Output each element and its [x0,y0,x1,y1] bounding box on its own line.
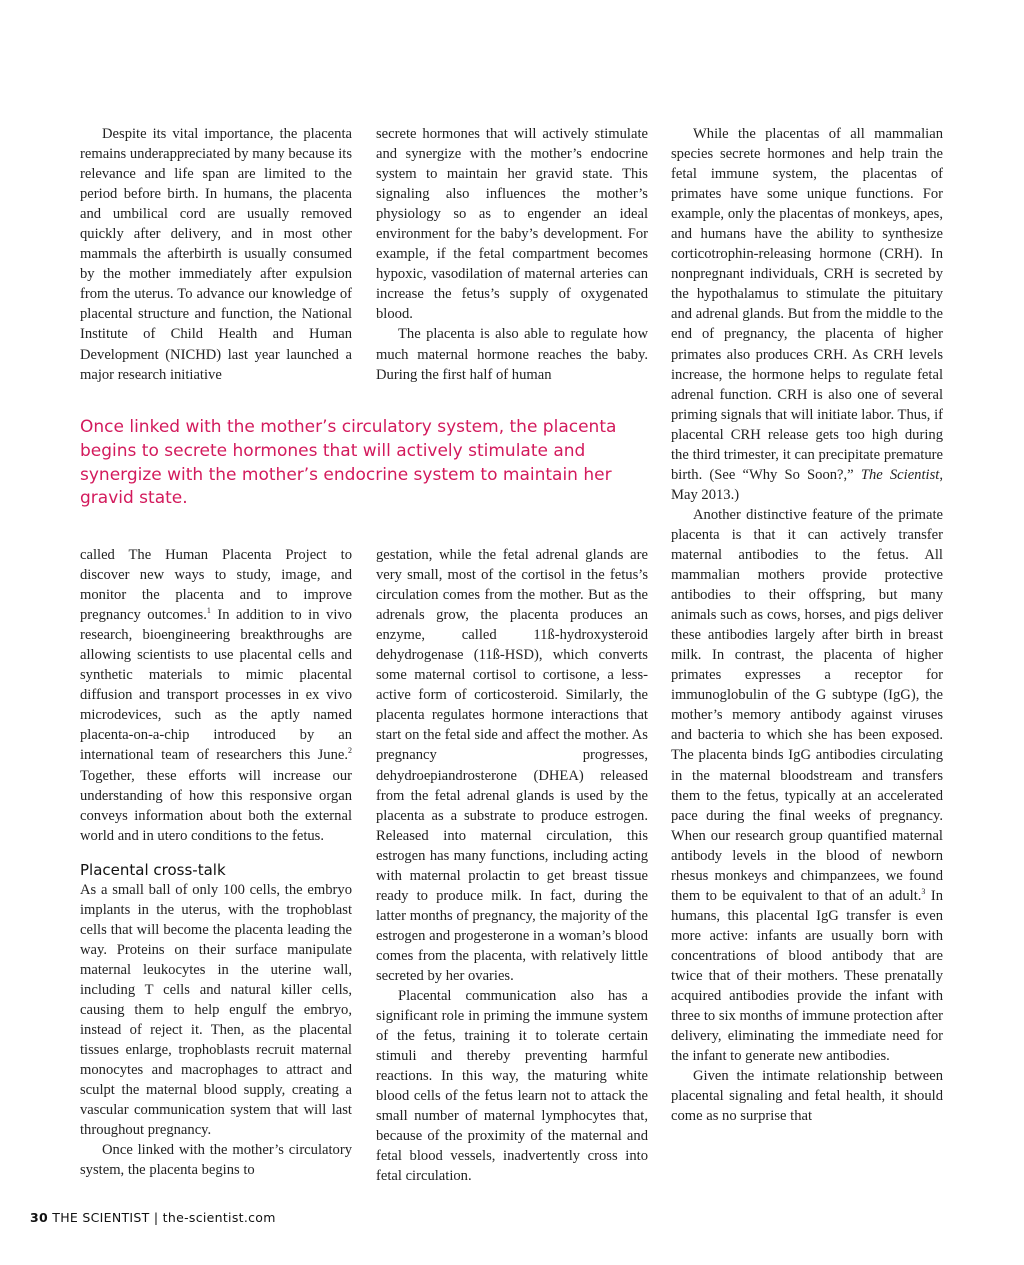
body-paragraph: Despite its vital importance, the placenta remains underappreciated by many because its relevance and life span are limited to the period before birth. In humans, the placenta and umbilical cord are usually removed quickly after delivery, and in most other mammals the afterbirth is usually consumed by the mother immediately after expulsion from the uterus. To advance our knowledge of placental structure and function, the National Institute of Child Health and Human Development (NICHD) last year launched a major research initiative [80,126,352,383]
column-3 [671,124,943,1126]
body-paragraph: secrete hormones that will actively stimulate and synergize with the mother’s endocrine system to maintain her gravid state. This signaling also influences the mother’s physiology so as to engender an ideal environment for the baby’s development. For example, if the fetal compartment becomes hypoxic, vasodilation of maternal arteries can increase the fetus’s supply of oxygenated blood. [376,126,648,323]
body-paragraph: The placenta is also able to regulate how much maternal hormone reaches the baby. During the first half of human [376,326,648,383]
body-paragraph [671,505,943,1066]
text-run: called The Human Placenta Project to discover new ways to study, image, and monitor the placenta and to improve pregnancy outcomes. [80,547,352,624]
reference-marker: 3 [921,886,926,896]
pull-quote: Once linked with the mother’s circulatory system, the placenta begins to secrete hormones that will actively stimulate and synergize with the mother’s endocrine system to maintain her gravid state. [80,417,617,509]
reference-marker: 1 [206,606,211,616]
body-paragraph: As a small ball of only 100 cells, the embryo implants in the uterus, with the trophoblast cells that will become the placenta leading the way. Proteins on their surface manipulate maternal leukocytes in the uterine wall, including T cells and natural killer cells, causing them to help engulf the embryo, instead of reject it. Then, as the placental tissues enlarge, trophoblasts recruit maternal monocytes and macrophages to attract and sculpt the maternal blood supply, creating a vascular communication system that will last throughout pregnancy. [80,881,352,1139]
page-number: 30 [30,1210,48,1225]
body-paragraph [80,545,352,846]
page-footer [30,1210,276,1225]
body-paragraph: Once linked with the mother’s circulatory system, the placenta begins to [80,1142,352,1179]
text-run: Another distinctive feature of the primate placenta is that it can actively transfer maternal antibodies to the fetus. All mammalian mothers provide protective antibodies to their offspring, but many animals such as cows, horses, and pigs deliver these antibodies largely after birth in breast milk. In contrast, the placenta of higher primates expresses a receptor for immunoglobulin of the G subtype (IgG), the mother’s memory antibody against viruses and bacteria to which she has been exposed. The placenta binds IgG antibodies circulating in the maternal bloodstream and transfers them to the fetus, typically at an accelerated pace during the final weeks of pregnancy. When our research group quantified maternal antibody levels in the blood of newborn rhesus monkeys and chimpanzees, we found them to be equivalent to that of an adult. [671,506,943,904]
text-run: While the placentas of all mammalian species secrete hormones and help train the fetal immune system, the placentas of primates have some unique functions. For example, only the placentas of monkeys, apes, and humans have the ability to synthesize corticotrophin-releasing hormone (CRH). In nonpregnant individuals, CRH is secreted by the hypothalamus to stimulate the pituitary and adrenal glands. But from the middle to the end of pregnancy, the placenta of higher primates also produces CRH. As CRH levels increase, the hormone helps to regulate fetal adrenal function. CRH is also one of several priming signals that will initiate labor. Thus, if placental CRH release gets too high during the third trimester, it can precipitate premature birth. (See “Why So Soon?,” [671,126,943,483]
body-paragraph [671,124,943,505]
magazine-name: THE SCIENTIST [52,1210,150,1225]
column-1-bottom [80,545,352,1180]
text-run: In humans, this placental IgG transfer is even more active: infants are usually born with concentrations of blood antibody that are twice that of their mothers. These prenatally acquired antibodies provide the infant with three to six months of immune protection after delivery, eliminating the immediate need for the infant to generate new antibodies. [671,887,943,1065]
publication-title: The Scientist [860,466,940,483]
column-2-top [376,124,648,385]
section-heading: Placental cross-talk [80,860,226,879]
body-paragraph: gestation, while the fetal adrenal glands are very small, most of the cortisol in the fetus’s circulation comes from the mother. But as the adrenals grow, the placenta produces an enzyme, called 11ß-hydroxysteroid dehydrogenase (11ß-HSD), which converts some maternal cortisol to cortisone, a less-active form of corticosteroid. Similarly, the placenta regulates hormone interactions that start on the fetal side and affect the mother. As pregnancy progresses, dehydroepiandrosterone (DHEA) released from the fetal adrenal glands is used by the placenta as a substrate to produce estrogen. Released into maternal circulation, this estrogen has many functions, including acting with maternal prolactin to get breast tissue ready to produce milk. In fact, during the latter months of pregnancy, the majority of the estrogen and progesterone in a woman’s blood comes from the placenta, with relatively little secreted by her ovaries. [376,547,648,984]
column-1-top [80,124,352,385]
reference-marker: 2 [348,746,352,756]
text-run: , May 2013.) [671,466,943,503]
column-2-bottom [376,545,648,1187]
footer-separator: | [153,1210,159,1225]
body-paragraph: Given the intimate relationship between placental signaling and fetal health, it should come as no surprise that [671,1068,943,1125]
website-link[interactable]: the-scientist.com [162,1210,276,1225]
text-run: In addition to in vivo research, bioengineering breakthroughs are allowing scientists to use placental cells and synthetic materials to mimic placental diffusion and transport processes in ex vivo microdevices, such as the aptly named placenta-on-a-chip introduced by an international team of researchers this June. [80,607,352,764]
body-paragraph: Placental communication also has a significant role in priming the immune system of the fetus, training it to tolerate certain stimuli and thereby preventing harmful reactions. In this way, the maturing white blood cells of the fetus learn not to attack the small number of maternal lymphocytes that, because of the proximity of the maternal and fetal blood vessels, inadvertently cross into fetal circulation. [376,988,648,1185]
text-run: Together, these efforts will increase our understanding of how this responsive organ conveys information about both the external world and in utero conditions to the fetus. [80,767,352,844]
